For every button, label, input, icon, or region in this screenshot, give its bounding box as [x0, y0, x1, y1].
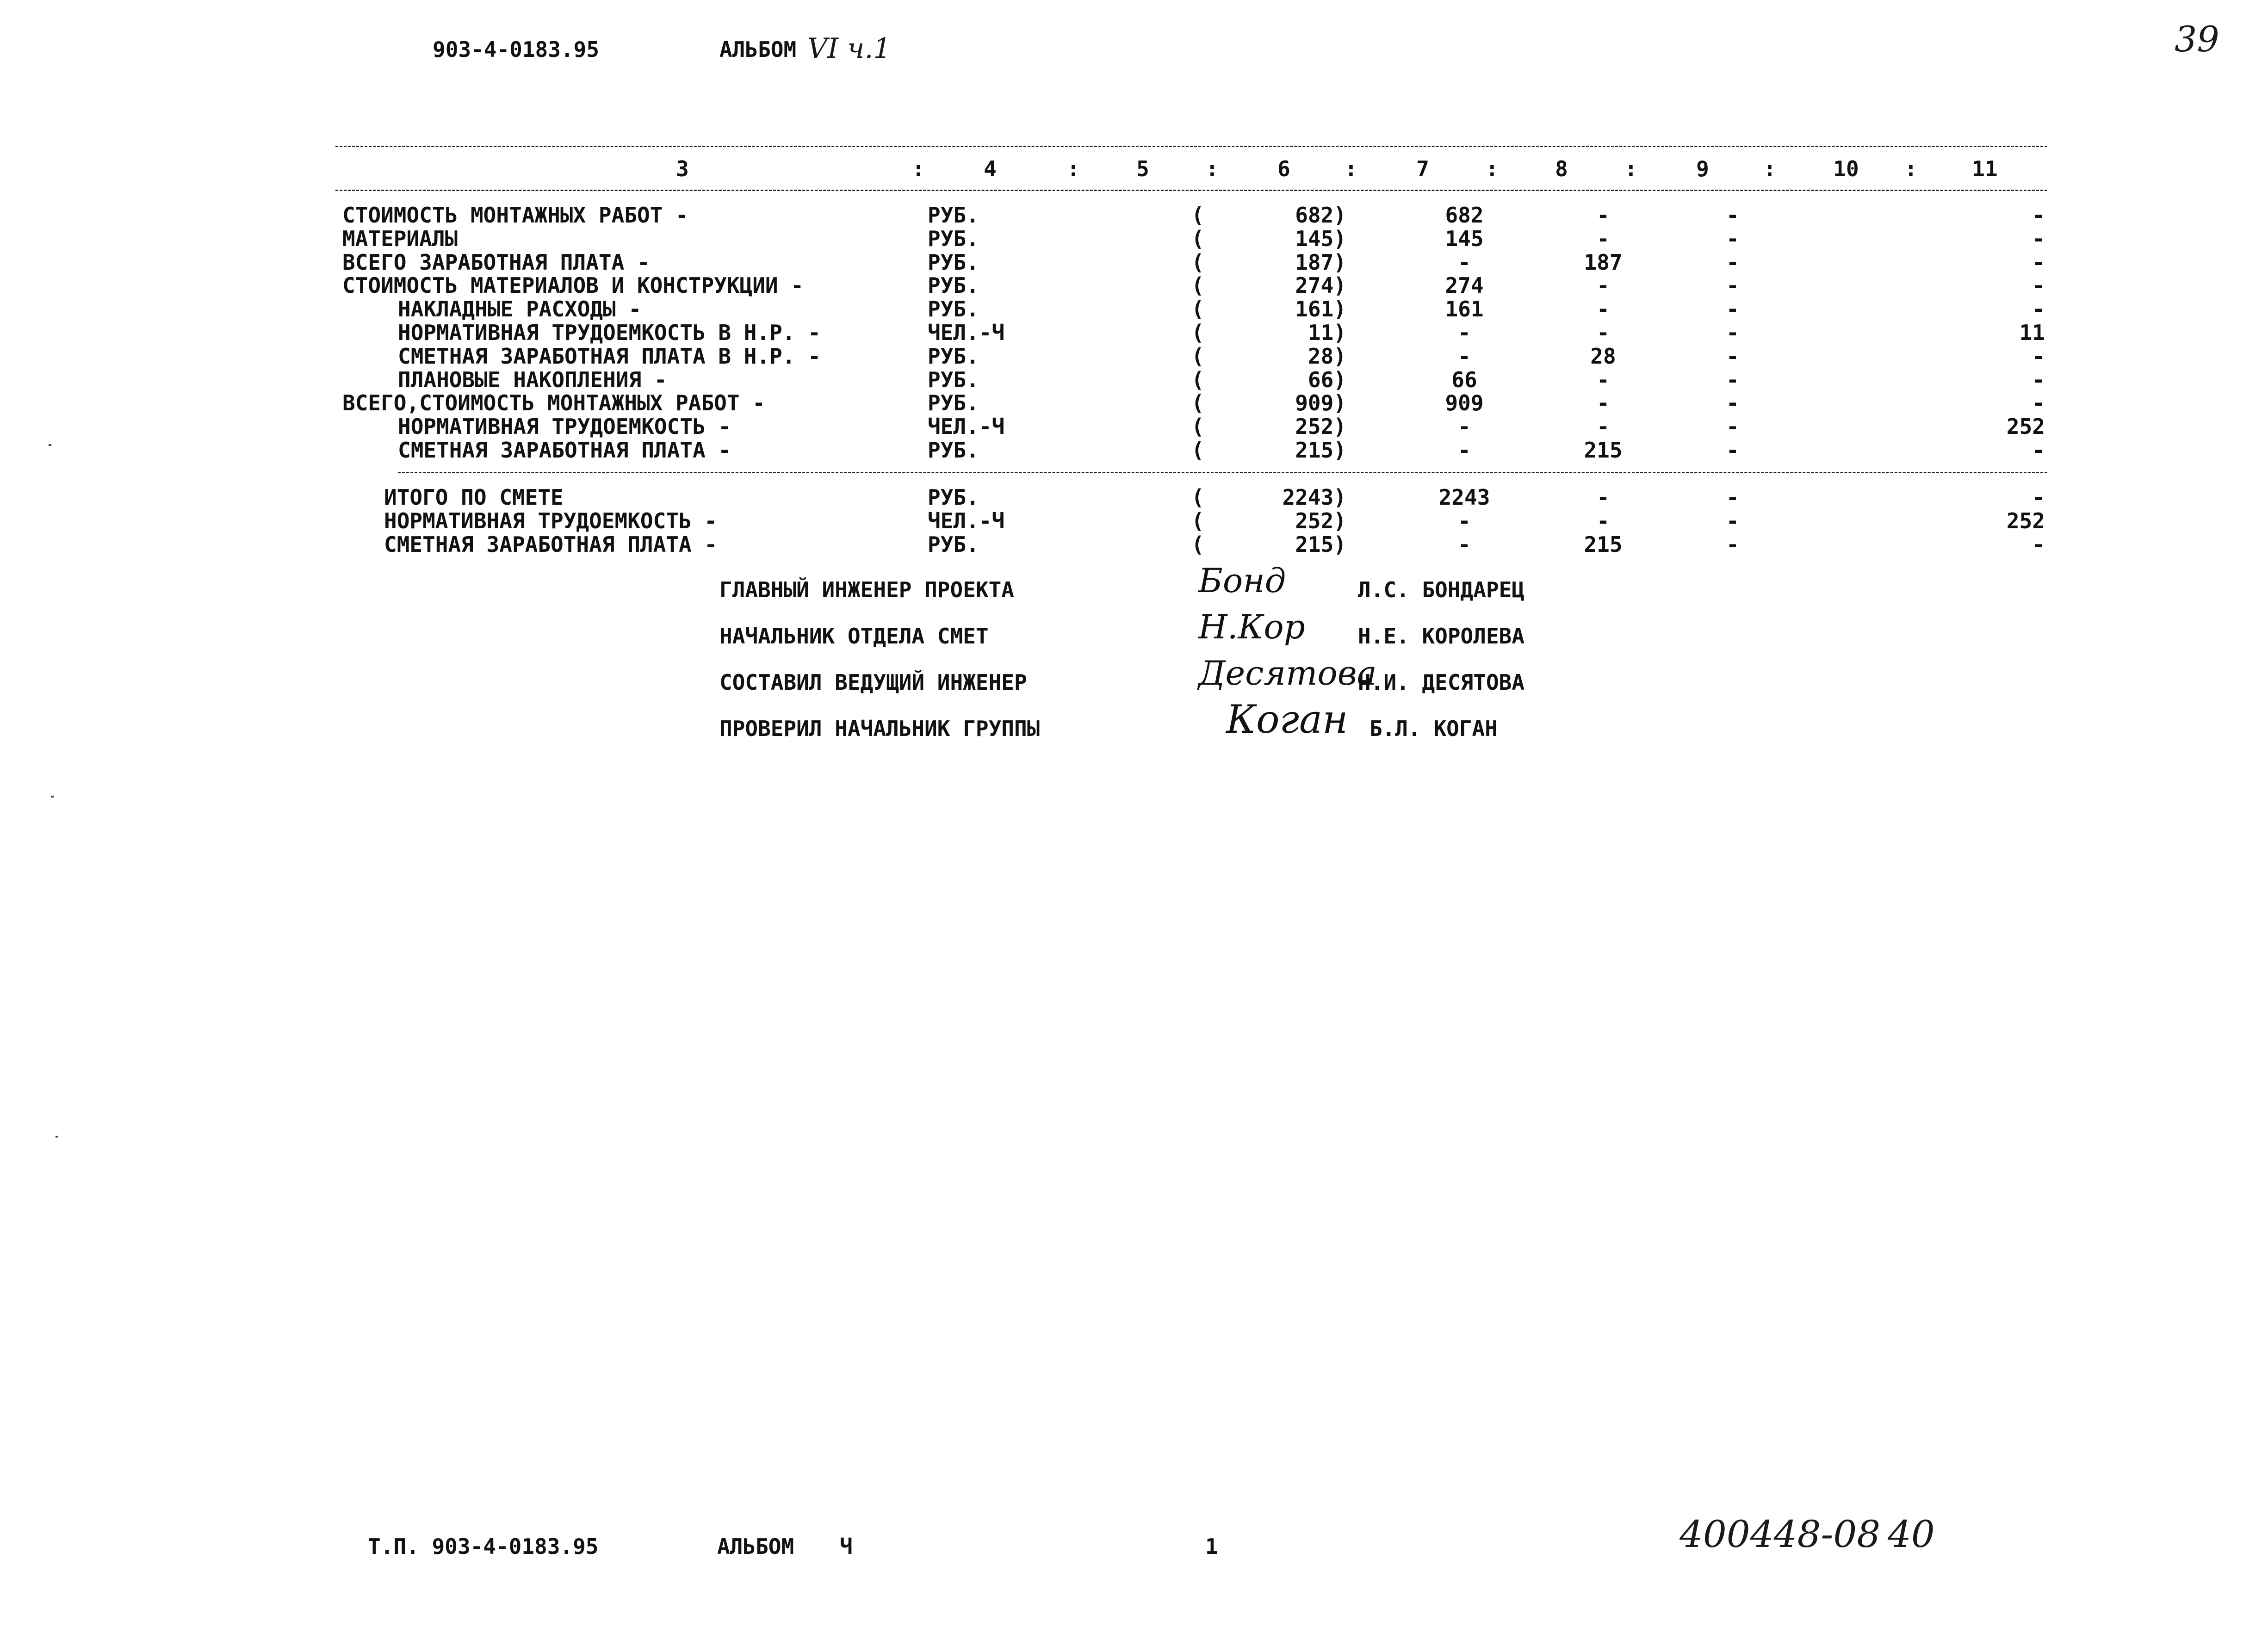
row-col7: 145 [1445, 226, 1484, 251]
row-col8: - [1597, 226, 1610, 251]
row-paren: ( [1191, 273, 1204, 298]
row-unit: РУБ. [928, 226, 979, 251]
row-label: НАКЛАДНЫЕ РАСХОДЫ - [398, 297, 642, 322]
row-col8: - [1597, 297, 1610, 322]
row-label: МАТЕРИАЛЫ [342, 226, 458, 251]
table-header-cell: 4 [984, 156, 997, 181]
row-col9: - [1726, 485, 1739, 510]
row-paren: ( [1191, 344, 1204, 369]
row-unit: РУБ. [928, 367, 979, 392]
row-col6: 66) [1308, 367, 1346, 392]
row-label: ВСЕГО,СТОИМОСТЬ МОНТАЖНЫХ РАБОТ - [342, 390, 765, 415]
table-header-cell: 8 [1555, 156, 1568, 181]
row-col6: 28) [1308, 344, 1346, 369]
margin-speck [49, 444, 51, 446]
row-col7: 274 [1445, 273, 1484, 298]
row-col11: - [2032, 226, 2045, 251]
table-header-cell: : [1206, 156, 1219, 181]
row-col11: - [2032, 390, 2045, 415]
row-col11: 252 [2006, 508, 2045, 533]
signature-name: Л.С. БОНДАРЕЦ [1358, 577, 1525, 602]
row-unit: РУБ. [928, 203, 979, 228]
signature-handwriting: Н.Кор [1198, 607, 1305, 646]
row-col8: - [1597, 203, 1610, 228]
row-col6: 215) [1295, 532, 1346, 557]
table-header-cell: 7 [1416, 156, 1429, 181]
row-col6: 909) [1295, 390, 1346, 415]
row-col8: 215 [1584, 532, 1623, 557]
footer-sheet: 1 [1205, 1534, 1218, 1559]
row-unit: ЧЕЛ.-Ч [928, 508, 1005, 533]
row-col7: 66 [1451, 367, 1477, 392]
row-col11: - [2032, 532, 2045, 557]
row-col9: - [1726, 508, 1739, 533]
row-col8: - [1597, 414, 1610, 439]
row-col7: 2243 [1438, 485, 1490, 510]
row-label: НОРМАТИВНАЯ ТРУДОЕМКОСТЬ В Н.Р. - [398, 320, 821, 345]
row-paren: ( [1191, 390, 1204, 415]
row-col11: 252 [2006, 414, 2045, 439]
row-col7: - [1458, 532, 1471, 557]
row-col8: 28 [1590, 344, 1616, 369]
row-label: СМЕТНАЯ ЗАРАБОТНАЯ ПЛАТА - [398, 438, 731, 463]
page-number: 39 [2175, 19, 2219, 60]
signature-name: Б.Л. КОГАН [1369, 716, 1498, 741]
signature-handwriting: Десятова [1198, 654, 1377, 693]
row-col7: - [1458, 320, 1471, 345]
row-col6: 161) [1295, 297, 1346, 322]
row-paren: ( [1191, 320, 1204, 345]
row-col9: - [1726, 250, 1739, 275]
signature-name: Н.И. ДЕСЯТОВА [1358, 670, 1525, 695]
row-paren: ( [1191, 226, 1204, 251]
row-col9: - [1726, 414, 1739, 439]
row-col6: 252) [1295, 414, 1346, 439]
row-label: СТОИМОСТЬ МАТЕРИАЛОВ И КОНСТРУКЦИИ - [342, 273, 804, 298]
row-col9: - [1726, 273, 1739, 298]
row-col8: - [1597, 367, 1610, 392]
row-unit: ЧЕЛ.-Ч [928, 414, 1005, 439]
row-col7: - [1458, 438, 1471, 463]
row-col11: - [2032, 203, 2045, 228]
table-header-cell: : [1904, 156, 1917, 181]
row-col8: - [1597, 320, 1610, 345]
row-label: СМЕТНАЯ ЗАРАБОТНАЯ ПЛАТА - [384, 532, 718, 557]
row-col11: - [2032, 273, 2045, 298]
row-col11: - [2032, 344, 2045, 369]
row-unit: РУБ. [928, 532, 979, 557]
row-paren: ( [1191, 367, 1204, 392]
footer-inventory: 400448-08 [1679, 1513, 1881, 1556]
row-col9: - [1726, 203, 1739, 228]
table-header-cell: 3 [676, 156, 689, 181]
row-col7: 161 [1445, 297, 1484, 322]
row-col8: 187 [1584, 250, 1623, 275]
row-col8: - [1597, 508, 1610, 533]
row-col8: - [1597, 485, 1610, 510]
subtotal-rule [398, 472, 2047, 473]
row-col7: - [1458, 508, 1471, 533]
table-header-cell: 5 [1136, 156, 1149, 181]
row-col6: 274) [1295, 273, 1346, 298]
row-col9: - [1726, 390, 1739, 415]
margin-speck [56, 1136, 58, 1138]
row-col6: 11) [1308, 320, 1346, 345]
table-header-cell: : [1067, 156, 1080, 181]
table-header-cell: 10 [1833, 156, 1859, 181]
row-col6: 187) [1295, 250, 1346, 275]
row-paren: ( [1191, 414, 1204, 439]
row-col6: 682) [1295, 203, 1346, 228]
table-header-cell: : [1763, 156, 1776, 181]
signature-role: СОСТАВИЛ ВЕДУЩИЙ ИНЖЕНЕР [719, 670, 1027, 695]
row-col7: - [1458, 344, 1471, 369]
row-col9: - [1726, 344, 1739, 369]
doc-code-top: 903-4-0183.95 [433, 37, 600, 62]
row-unit: РУБ. [928, 297, 979, 322]
row-col8: - [1597, 273, 1610, 298]
row-col7: - [1458, 250, 1471, 275]
table-top-rule [335, 146, 2047, 147]
row-unit: РУБ. [928, 273, 979, 298]
row-paren: ( [1191, 438, 1204, 463]
row-label: СТОИМОСТЬ МОНТАЖНЫХ РАБОТ - [342, 203, 688, 228]
row-col11: - [2032, 438, 2045, 463]
margin-speck [51, 796, 54, 798]
row-col11: - [2032, 250, 2045, 275]
row-unit: ЧЕЛ.-Ч [928, 320, 1005, 345]
row-col9: - [1726, 226, 1739, 251]
row-label: НОРМАТИВНАЯ ТРУДОЕМКОСТЬ - [384, 508, 718, 533]
row-unit: РУБ. [928, 485, 979, 510]
row-col7: 682 [1445, 203, 1484, 228]
row-label: НОРМАТИВНАЯ ТРУДОЕМКОСТЬ - [398, 414, 731, 439]
row-paren: ( [1191, 508, 1204, 533]
row-col9: - [1726, 367, 1739, 392]
signature-handwriting: Коган [1226, 697, 1348, 742]
row-col11: - [2032, 297, 2045, 322]
row-label: ВСЕГО ЗАРАБОТНАЯ ПЛАТА - [342, 250, 650, 275]
row-col6: 2243) [1282, 485, 1346, 510]
row-col11: - [2032, 367, 2045, 392]
table-header-cell: 9 [1696, 156, 1709, 181]
row-col9: - [1726, 320, 1739, 345]
row-col6: 252) [1295, 508, 1346, 533]
footer-inventory-page: 40 [1888, 1513, 1935, 1556]
footer-doc-ref: Т.П. 903-4-0183.95 [368, 1534, 599, 1559]
table-header-cell: : [1486, 156, 1499, 181]
row-unit: РУБ. [928, 390, 979, 415]
row-col6: 145) [1295, 226, 1346, 251]
signature-role: НАЧАЛЬНИК ОТДЕЛА СМЕТ [719, 624, 989, 649]
row-paren: ( [1191, 532, 1204, 557]
table-header-cell: 11 [1972, 156, 1998, 181]
row-paren: ( [1191, 250, 1204, 275]
signature-role: ПРОВЕРИЛ НАЧАЛЬНИК ГРУППЫ [719, 716, 1040, 741]
row-label: ПЛАНОВЫЕ НАКОПЛЕНИЯ - [398, 367, 667, 392]
table-header-cell: : [1345, 156, 1357, 181]
header-bottom-rule [335, 190, 2047, 191]
row-col7: - [1458, 414, 1471, 439]
row-col9: - [1726, 297, 1739, 322]
footer-album-num: Ч [840, 1534, 853, 1559]
row-unit: РУБ. [928, 344, 979, 369]
signature-handwriting: Бонд [1198, 561, 1286, 600]
row-col7: 909 [1445, 390, 1484, 415]
row-col8: 215 [1584, 438, 1623, 463]
row-paren: ( [1191, 297, 1204, 322]
row-paren: ( [1191, 203, 1204, 228]
row-label: СМЕТНАЯ ЗАРАБОТНАЯ ПЛАТА В Н.Р. - [398, 344, 821, 369]
row-col6: 215) [1295, 438, 1346, 463]
row-col11: - [2032, 485, 2045, 510]
row-unit: РУБ. [928, 250, 979, 275]
row-paren: ( [1191, 485, 1204, 510]
signature-name: Н.Е. КОРОЛЕВА [1358, 624, 1525, 649]
table-header-cell: : [1624, 156, 1637, 181]
row-label: ИТОГО ПО СМЕТЕ [384, 485, 564, 510]
album-part-top: VI ч.1 [807, 32, 891, 65]
row-col9: - [1726, 438, 1739, 463]
row-col11: 11 [2019, 320, 2045, 345]
row-unit: РУБ. [928, 438, 979, 463]
row-col9: - [1726, 532, 1739, 557]
signature-role: ГЛАВНЫЙ ИНЖЕНЕР ПРОЕКТА [719, 577, 1014, 602]
row-col8: - [1597, 390, 1610, 415]
table-header-cell: 6 [1277, 156, 1290, 181]
album-label-top: АЛЬБОМ [719, 37, 797, 62]
footer-album: АЛЬБОМ [717, 1534, 794, 1559]
table-header-cell: : [912, 156, 925, 181]
